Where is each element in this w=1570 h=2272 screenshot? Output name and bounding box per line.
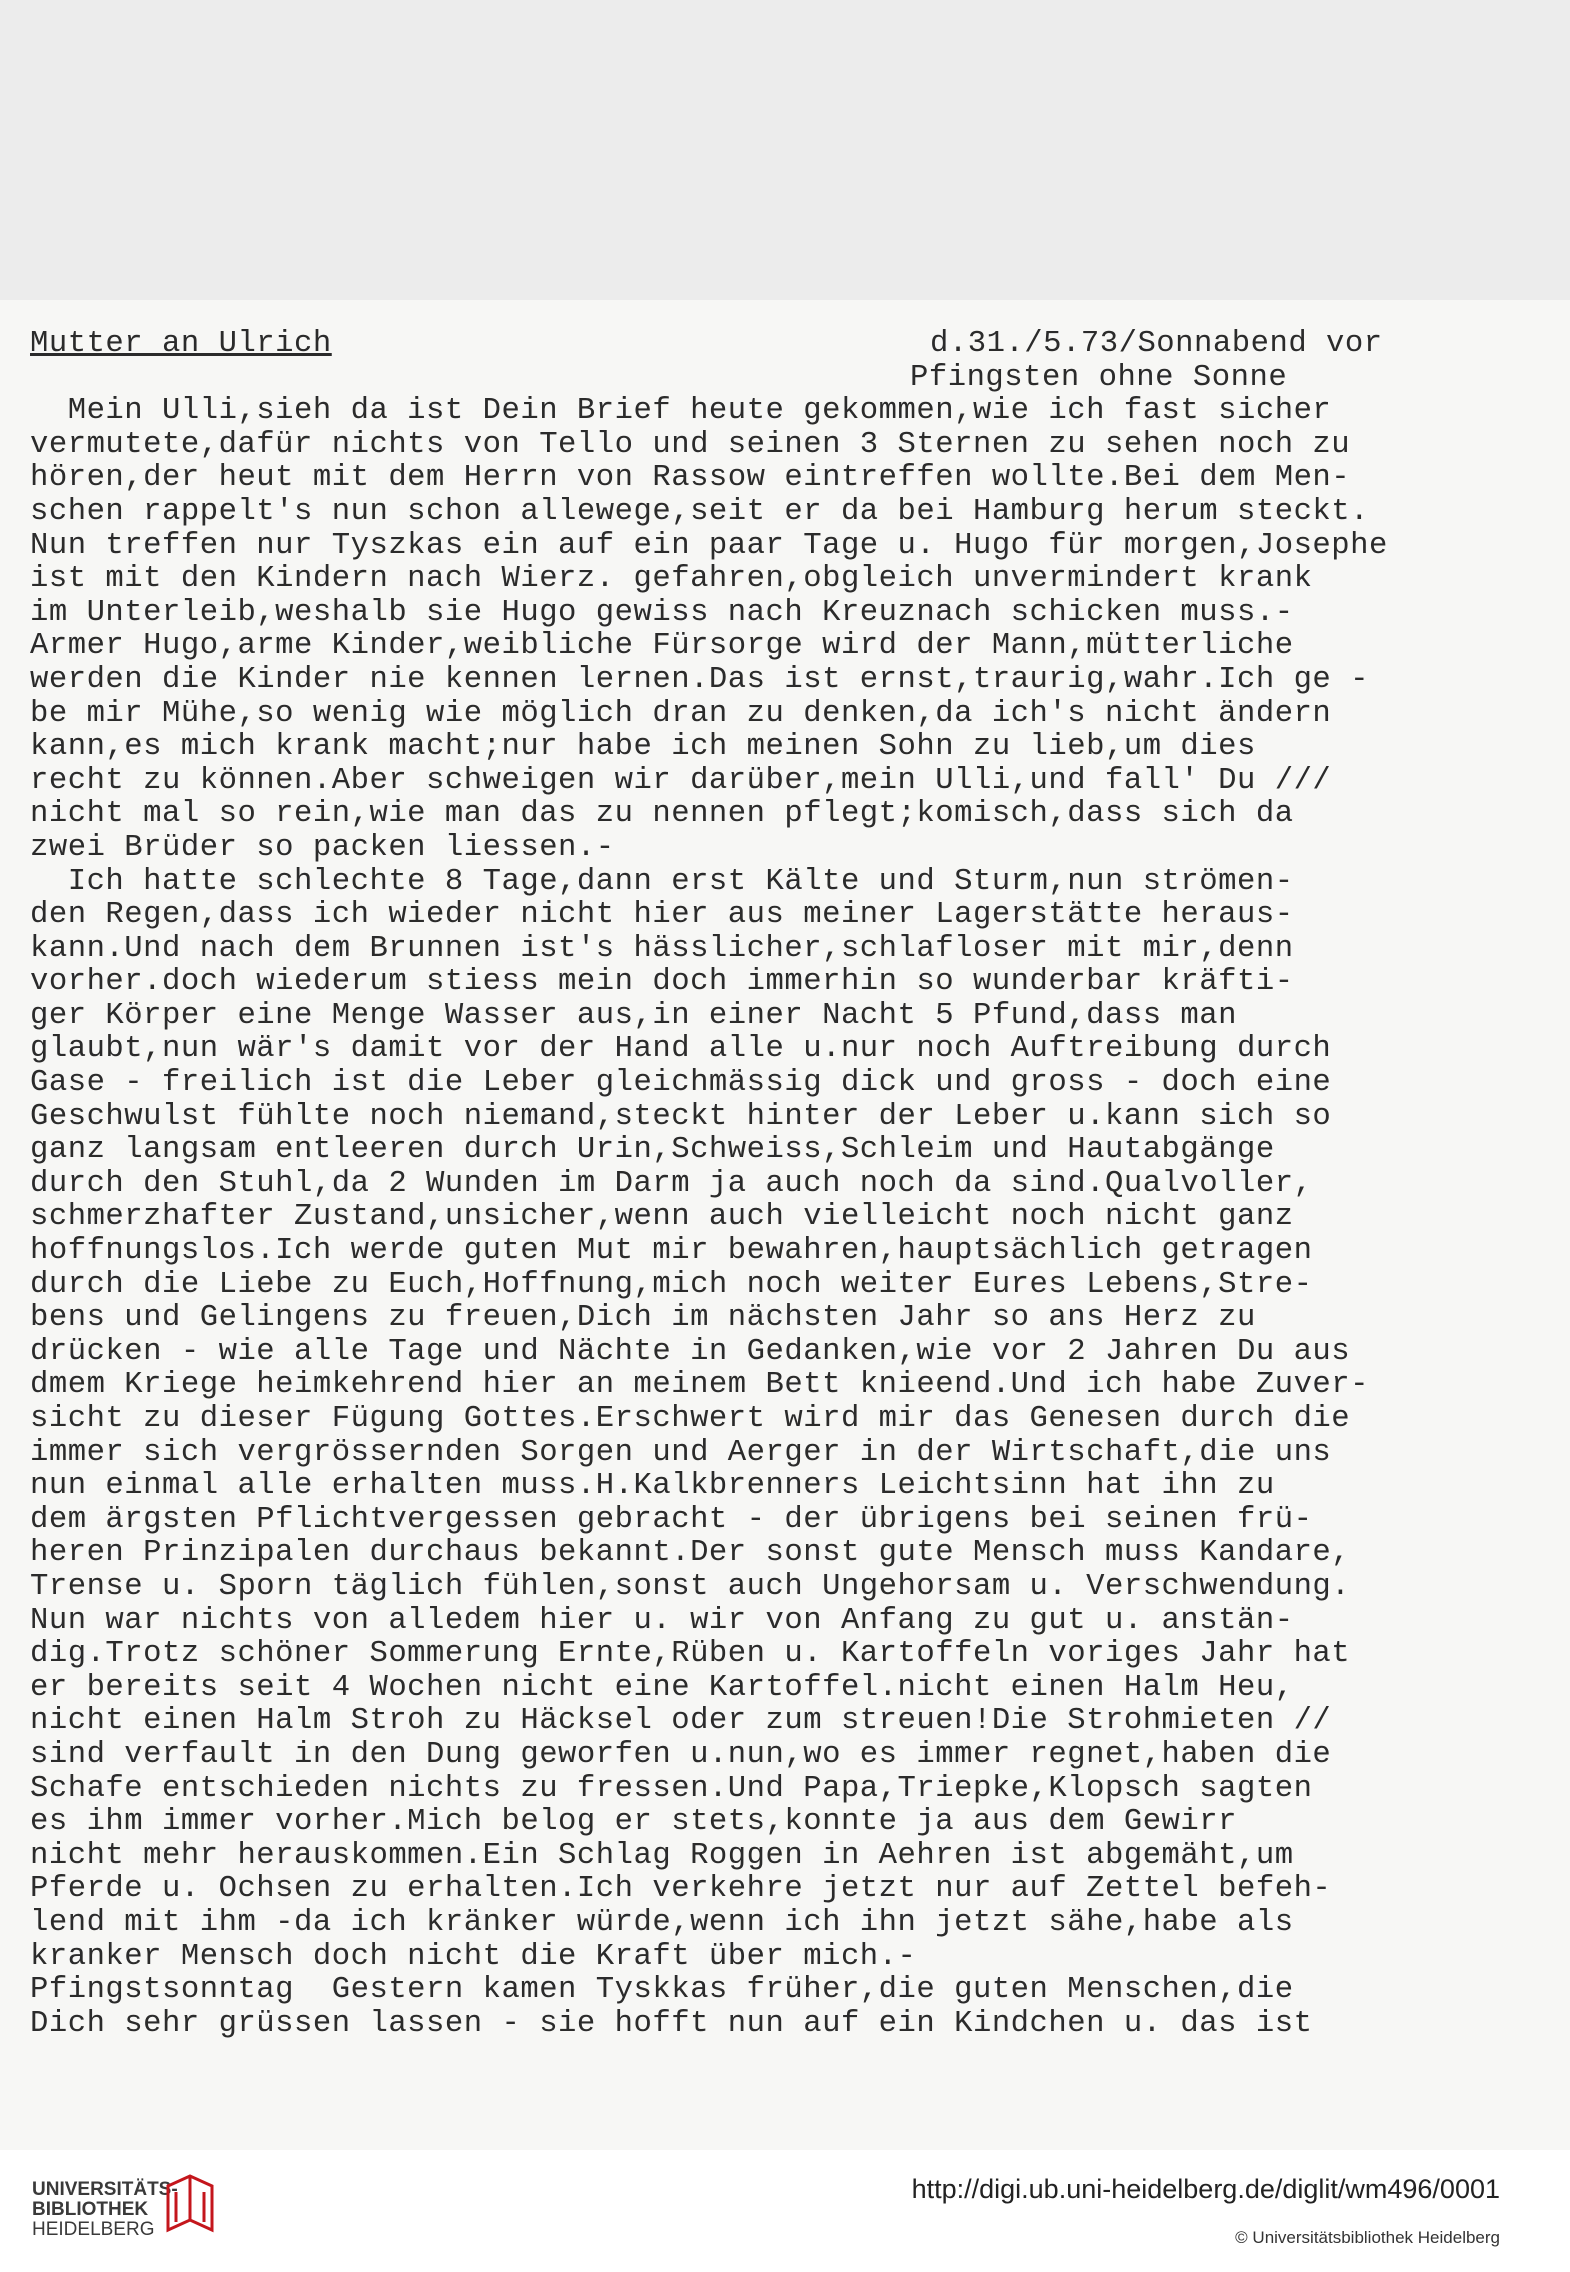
permalink-url[interactable]: http://digi.ub.uni-heidelberg.de/diglit/wm496/0001	[911, 2174, 1500, 2204]
letter-body	[30, 395, 1520, 2041]
letter-line: dig.Trotz schöner Sommerung Ernte,Rüben u. Kartoffeln voriges Jahr hat	[30, 1637, 1351, 1672]
letter-line: er bereits seit 4 Wochen nicht eine Kartoffel.nicht einen Halm Heu,	[30, 1670, 1294, 1705]
letter-line: nun einmal alle erhalten muss.H.Kalkbrenners Leichtsinn hat ihn zu	[30, 1469, 1275, 1504]
letter-line: im Unterleib,weshalb sie Hugo gewiss nach Kreuznach schicken muss.-	[30, 595, 1294, 630]
letter-line: Trense u. Sporn täglich fühlen,sonst auch Ungehorsam u. Verschwendung.	[30, 1569, 1351, 1604]
letter-line: es ihm immer vorher.Mich belog er stets,konnte ja aus dem Gewirr	[30, 1805, 1237, 1840]
letter-line: durch die Liebe zu Euch,Hoffnung,mich noch weiter Eures Lebens,Stre-	[30, 1267, 1313, 1302]
letter-line: lend mit ihm -da ich kränker würde,wenn ich ihn jetzt sähe,habe als	[30, 1905, 1294, 1940]
letter-line: drücken - wie alle Tage und Nächte in Gedanken,wie vor 2 Jahren Du aus	[30, 1334, 1351, 1369]
letter-header	[30, 328, 1520, 362]
library-logo-icon	[160, 2172, 220, 2236]
library-footer	[0, 2150, 1570, 2272]
letter-line: kranker Mensch doch nicht die Kraft über mich.-	[30, 1939, 917, 1974]
date-line-continued: Pfingsten ohne Sonne	[910, 360, 1288, 395]
letter-line: bens und Gelingens zu freuen,Dich im nächsten Jahr so ans Herz zu	[30, 1301, 1256, 1336]
letter-line: den Regen,dass ich wieder nicht hier aus meiner Lagerstätte heraus-	[30, 898, 1294, 933]
letter-line: dmem Kriege heimkehrend hier an meinem Bett knieend.Und ich habe Zuver-	[30, 1368, 1370, 1403]
letter-line: kann.Und nach dem Brunnen ist's hässlicher,schlafloser mit mir,denn	[30, 931, 1294, 966]
letter-line: hören,der heut mit dem Herrn von Rassow eintreffen wollte.Bei dem Men-	[30, 461, 1351, 496]
letter-line: Gase - freilich ist die Leber gleichmässig dick und gross - doch eine	[30, 1066, 1332, 1101]
date-line: d.31./5.73/Sonnabend vor	[930, 327, 1383, 361]
letter-line: hoffnungslos.Ich werde guten Mut mir bewahren,hauptsächlich getragen	[30, 1234, 1313, 1269]
letter-line: Mein Ulli,sieh da ist Dein Brief heute gekommen,wie ich fast sicher	[30, 394, 1332, 429]
library-logo-text	[32, 2180, 178, 2240]
letter-line: Armer Hugo,arme Kinder,weibliche Fürsorge wird der Mann,mütterliche	[30, 629, 1294, 664]
letter-line: Dich sehr grüssen lassen - sie hofft nun auf ein Kindchen u. das ist	[30, 2006, 1313, 2041]
letter-line: schmerzhafter Zustand,unsicher,wenn auch vielleicht noch nicht ganz	[30, 1200, 1294, 1235]
letter-line: zwei Brüder so packen liessen.-	[30, 830, 615, 865]
letter-line: immer sich vergrössernden Sorgen und Aerger in der Wirtschaft,die uns	[30, 1435, 1332, 1470]
letter-line: Pferde u. Ochsen zu erhalten.Ich verkehre jetzt nur auf Zettel befeh-	[30, 1872, 1332, 1907]
letter-line: Nun war nichts von alledem hier u. wir von Anfang zu gut u. anstän-	[30, 1603, 1294, 1638]
scan-top-margin	[0, 0, 1570, 300]
letter-line: Ich hatte schlechte 8 Tage,dann erst Kälte und Sturm,nun strömen-	[30, 864, 1294, 899]
logo-line: UNIVERSITÄTS-	[32, 2179, 178, 2200]
letter-line: ist mit den Kindern nach Wierz. gefahren,obgleich unvermindert krank	[30, 562, 1313, 597]
typewritten-letter	[30, 328, 1520, 2041]
letter-line: durch den Stuhl,da 2 Wunden im Darm ja auch noch da sind.Qualvoller,	[30, 1166, 1313, 1201]
letter-line: nicht einen Halm Stroh zu Häcksel oder zum streuen!Die Strohmieten //	[30, 1704, 1332, 1739]
letter-line: Pfingstsonntag Gestern kamen Tyskkas früher,die guten Menschen,die	[30, 1973, 1294, 2008]
letter-line: Geschwulst fühlte noch niemand,steckt hinter der Leber u.kann sich so	[30, 1099, 1332, 1134]
letter-line: heren Prinzipalen durchaus bekannt.Der sonst gute Mensch muss Kandare,	[30, 1536, 1351, 1571]
letter-line: kann,es mich krank macht;nur habe ich meinen Sohn zu lieb,um dies	[30, 730, 1256, 765]
copyright-notice: © Universitätsbibliothek Heidelberg	[1235, 2228, 1500, 2247]
letter-line: sicht zu dieser Fügung Gottes.Erschwert wird mir das Genesen durch die	[30, 1402, 1351, 1436]
letter-line: recht zu können.Aber schweigen wir darüber,mein Ulli,und fall' Du ///	[30, 763, 1332, 798]
letter-line: ger Körper eine Menge Wasser aus,in einer Nacht 5 Pfund,dass man	[30, 998, 1237, 1033]
letter-line: werden die Kinder nie kennen lernen.Das ist ernst,traurig,wahr.Ich ge -	[30, 662, 1370, 697]
letter-line: sind verfault in den Dung geworfen u.nun,wo es immer regnet,haben die	[30, 1737, 1332, 1772]
letter-line: vorher.doch wiederum stiess mein doch immerhin so wunderbar kräfti-	[30, 965, 1294, 1000]
salutation: Mutter an Ulrich	[30, 327, 332, 361]
letter-line: Nun treffen nur Tyszkas ein auf ein paar Tage u. Hugo für morgen,Josephe	[30, 528, 1388, 563]
letter-line: nicht mal so rein,wie man das zu nennen pflegt;komisch,dass sich da	[30, 797, 1294, 832]
letter-line: schen rappelt's nun schon allewege,seit er da bei Hamburg herum steckt.	[30, 494, 1370, 529]
letter-line: glaubt,nun wär's damit vor der Hand alle u.nur noch Auftreibung durch	[30, 1032, 1332, 1067]
logo-line: HEIDELBERG	[32, 2219, 155, 2240]
letter-line: be mir Mühe,so wenig wie möglich dran zu denken,da ich's nicht ändern	[30, 696, 1332, 731]
letter-line: vermutete,dafür nichts von Tello und seinen 3 Sternen zu sehen noch zu	[30, 427, 1351, 462]
letter-line: Schafe entschieden nichts zu fressen.Und Papa,Triepke,Klopsch sagten	[30, 1771, 1313, 1806]
logo-line: BIBLIOTHEK	[32, 2199, 149, 2220]
letter-line: nicht mehr herauskommen.Ein Schlag Roggen in Aehren ist abgemäht,um	[30, 1838, 1294, 1873]
letter-line: ganz langsam entleeren durch Urin,Schweiss,Schleim und Hautabgänge	[30, 1133, 1275, 1168]
letter-line: dem ärgsten Pflichtvergessen gebracht - der übrigens bei seinen frü-	[30, 1502, 1313, 1537]
